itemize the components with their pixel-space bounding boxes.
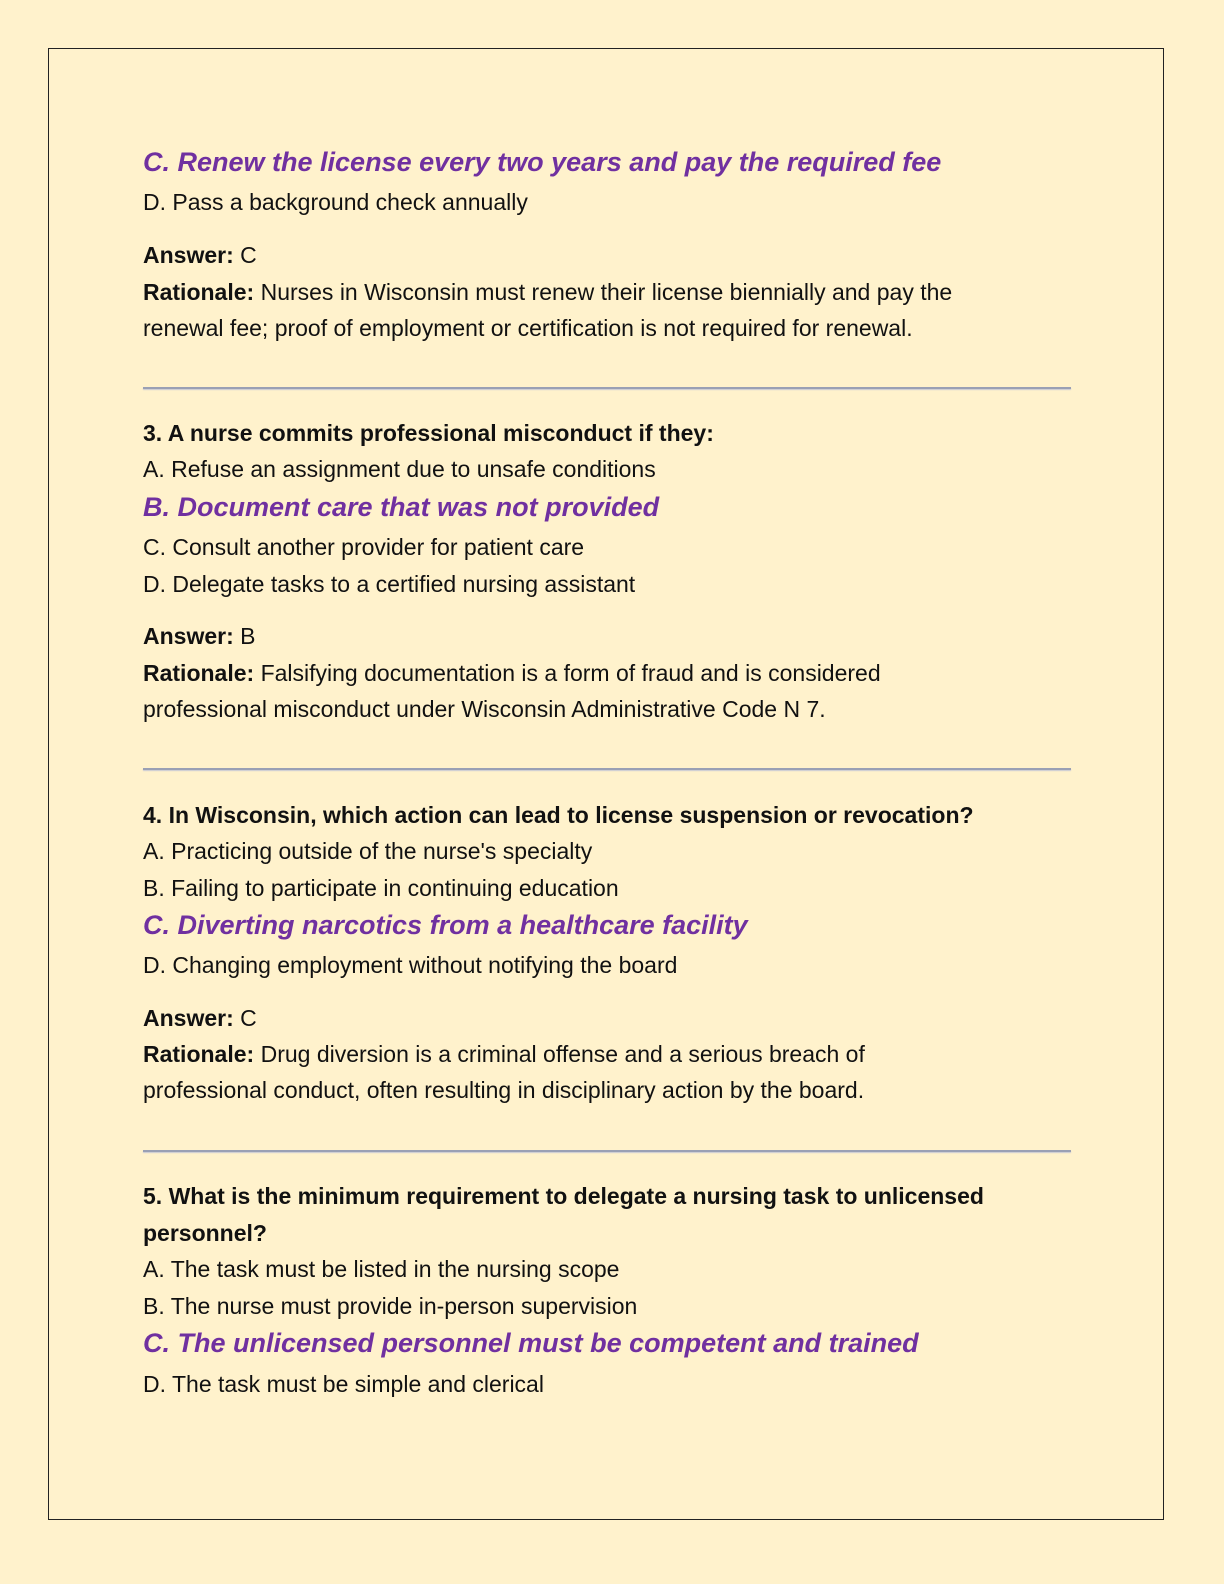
q3-answer — [143, 621, 255, 651]
q5-option-b: B. The nurse must provide in-person supervision — [143, 1293, 638, 1319]
q5-question-line2: personnel? — [143, 1220, 267, 1246]
q4-option-c-correct: C. Diverting narcotics from a healthcare facility — [143, 910, 748, 940]
q4-question: 4. In Wisconsin, which action can lead to license suspension or revocation? — [143, 802, 974, 828]
q2-option-c-correct: C. Renew the license every two years and pay the required fee — [143, 147, 942, 177]
divider — [143, 387, 1071, 389]
answer-value: C — [233, 242, 257, 268]
q2-answer — [143, 240, 257, 270]
rationale-label: Rationale: — [143, 1041, 255, 1067]
q3-option-b-correct: B. Document care that was not provided — [143, 492, 660, 522]
q3-question: 3. A nurse commits professional misconduct if they: — [143, 420, 714, 446]
answer-label: Answer: — [143, 623, 234, 649]
q5-option-a: A. The task must be listed in the nursing scope — [143, 1256, 620, 1282]
q4-answer — [143, 1003, 257, 1033]
q4-option-a: A. Practicing outside of the nurse's specialty — [143, 838, 593, 864]
q3-option-c: C. Consult another provider for patient care — [143, 534, 585, 560]
q5-question-line1: 5. What is the minimum requirement to delegate a nursing task to unlicensed — [143, 1183, 984, 1209]
q5-option-c-correct: C. The unlicensed personnel must be competent and trained — [143, 1328, 919, 1358]
q4-option-d: D. Changing employment without notifying the board — [143, 952, 678, 978]
q2-option-d: D. Pass a background check annually — [143, 189, 528, 215]
divider — [143, 1150, 1071, 1152]
rationale-text: Falsifying documentation is a form of fraud and is considered — [254, 660, 881, 686]
q4-rationale-line1 — [143, 1039, 865, 1069]
rationale-text: Drug diversion is a criminal offense and a serious breach of — [254, 1041, 865, 1067]
rationale-text: Nurses in Wisconsin must renew their license biennially and pay the — [254, 279, 953, 305]
q3-rationale-line2: professional misconduct under Wisconsin Administrative Code N 7. — [143, 696, 826, 722]
answer-value: C — [233, 1005, 257, 1031]
answer-label: Answer: — [143, 1005, 234, 1031]
q4-rationale-line2: professional conduct, often resulting in disciplinary action by the board. — [143, 1077, 865, 1103]
q4-option-b: B. Failing to participate in continuing education — [143, 875, 619, 901]
q3-rationale-line1 — [143, 658, 881, 688]
q3-option-a: A. Refuse an assignment due to unsafe conditions — [143, 456, 656, 482]
answer-label: Answer: — [143, 242, 234, 268]
answer-value: B — [233, 623, 256, 649]
q5-option-d: D. The task must be simple and clerical — [143, 1371, 544, 1397]
q2-rationale-line1 — [143, 277, 952, 307]
q3-option-d: D. Delegate tasks to a certified nursing assistant — [143, 571, 636, 597]
divider — [143, 768, 1071, 770]
q2-rationale-line2: renewal fee; proof of employment or certification is not required for renewal. — [143, 315, 913, 341]
rationale-label: Rationale: — [143, 660, 255, 686]
rationale-label: Rationale: — [143, 279, 255, 305]
